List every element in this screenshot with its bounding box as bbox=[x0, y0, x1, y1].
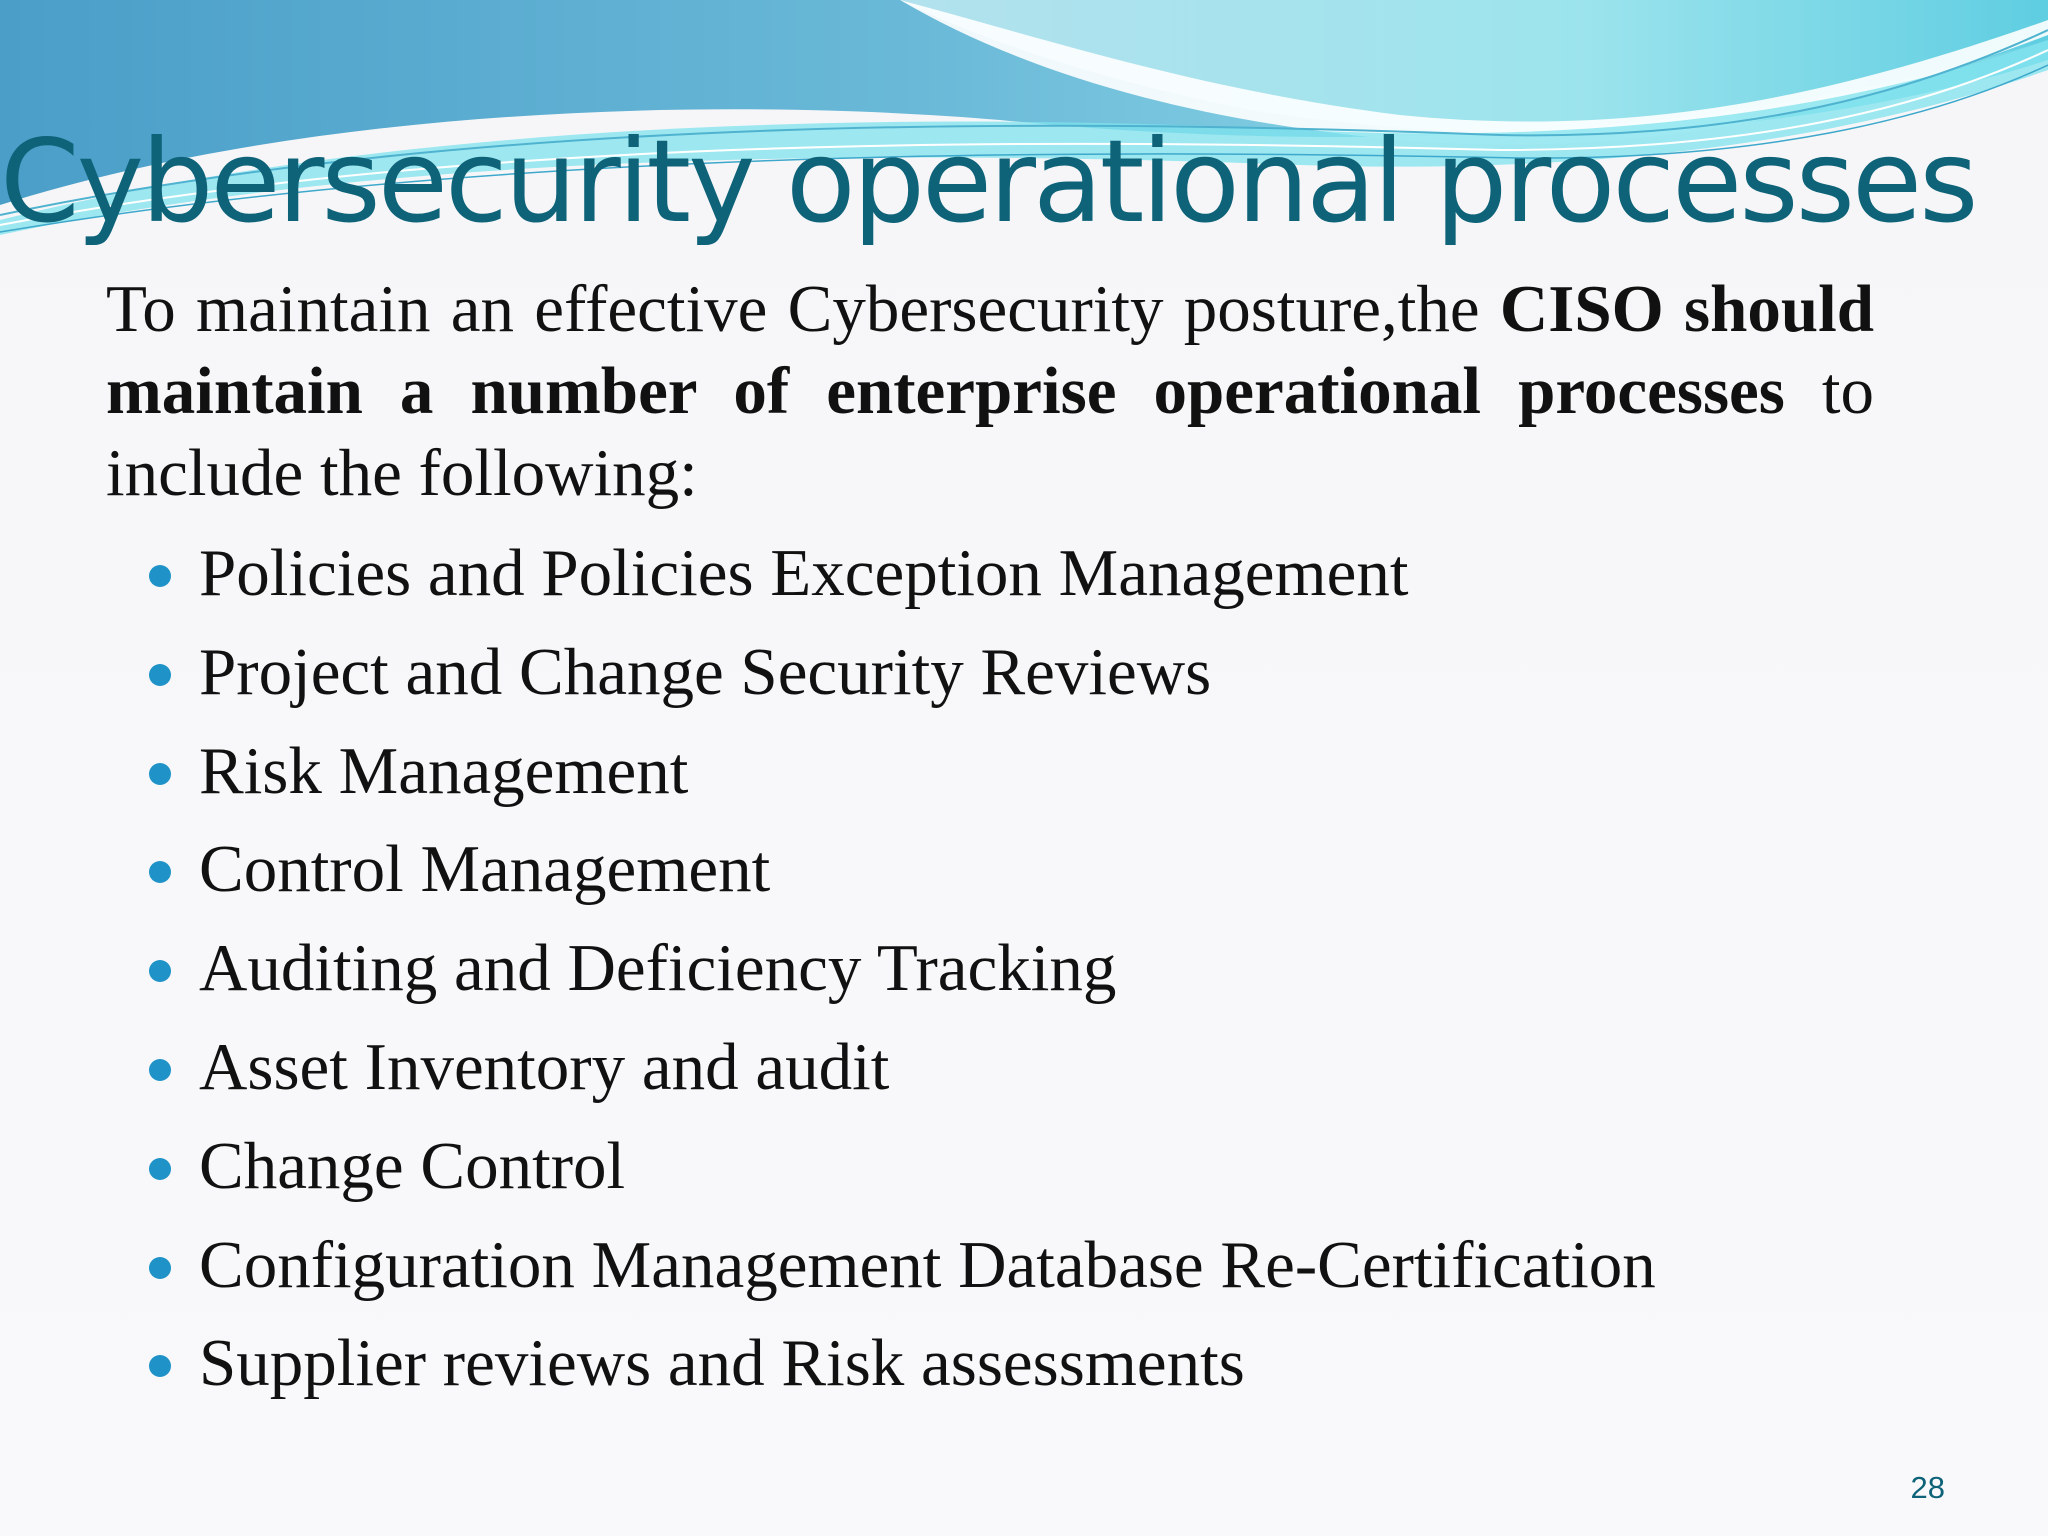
list-item bbox=[145, 1021, 1995, 1120]
list-item bbox=[145, 922, 1995, 1021]
list-item bbox=[145, 823, 1995, 922]
bullet-icon bbox=[149, 1059, 171, 1081]
list-item-text: Asset Inventory and audit bbox=[199, 1029, 890, 1104]
bullet-icon bbox=[149, 1355, 171, 1377]
list-item-text: Change Control bbox=[199, 1128, 626, 1203]
intro-paragraph bbox=[106, 268, 1874, 514]
list-item bbox=[145, 527, 1995, 626]
bullet-icon bbox=[149, 565, 171, 587]
list-item bbox=[145, 626, 1995, 725]
list-item bbox=[145, 1317, 1995, 1416]
list-item-text: Project and Change Security Reviews bbox=[199, 634, 1212, 709]
bullet-icon bbox=[149, 960, 171, 982]
list-item bbox=[145, 1219, 1995, 1318]
intro-bold: CISO should maintain a number of enterprise operational processes bbox=[106, 272, 1875, 428]
list-item-text: Control Management bbox=[199, 832, 771, 907]
intro-lead: To maintain an effective Cybersecurity posture,the bbox=[106, 272, 1500, 346]
list-item-text: Auditing and Deficiency Tracking bbox=[199, 931, 1117, 1006]
list-item-text: Risk Management bbox=[199, 733, 689, 808]
bullet-icon bbox=[149, 1257, 171, 1279]
list-item-text: Supplier reviews and Risk assessments bbox=[199, 1326, 1245, 1401]
bullet-icon bbox=[149, 763, 171, 785]
list-item-text: Configuration Management Database Re-Certification bbox=[199, 1227, 1656, 1302]
bullet-icon bbox=[149, 1158, 171, 1180]
bullet-icon bbox=[149, 861, 171, 883]
list-item bbox=[145, 1120, 1995, 1219]
bullet-icon bbox=[149, 664, 171, 686]
slide-title: Cybersecurity operational processes bbox=[0, 115, 1976, 248]
list-item bbox=[145, 725, 1995, 824]
list-item-text: Policies and Policies Exception Management bbox=[199, 536, 1409, 610]
page-number: 28 bbox=[1910, 1470, 1945, 1505]
intro-tail: to include the following: bbox=[106, 354, 1874, 510]
process-list bbox=[145, 527, 1995, 1416]
